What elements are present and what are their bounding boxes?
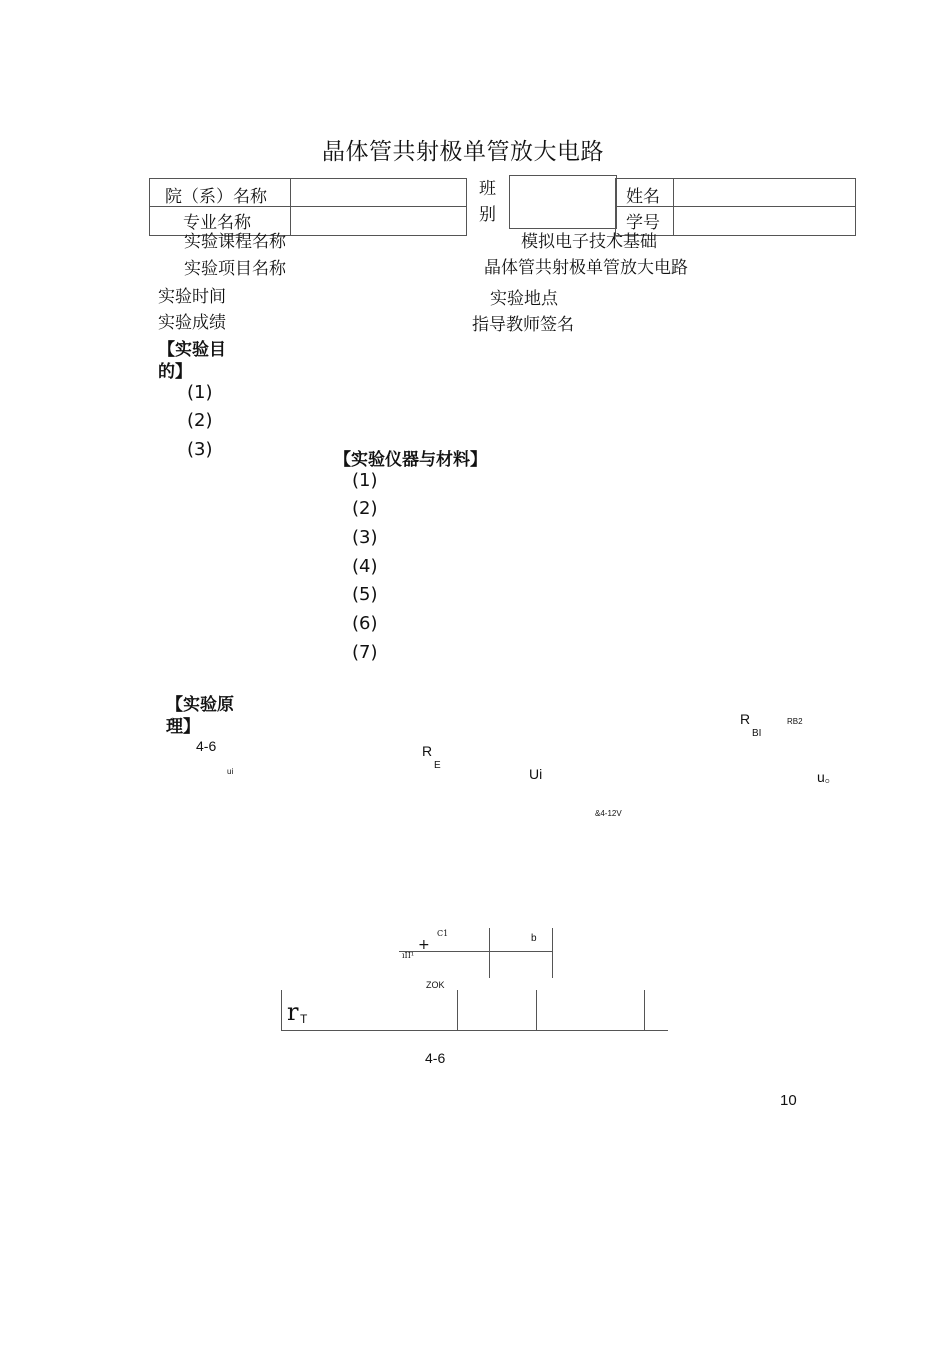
teacher-label: 指导教师签名 [472, 315, 574, 335]
instrument-item-5: (5) [352, 584, 378, 605]
circuit-frame-v3 [644, 990, 645, 1030]
instrument-item-1: (1) [352, 470, 378, 491]
rb1-label: R [740, 711, 751, 727]
circuit-frame-v1 [457, 990, 458, 1030]
re-subscript: E [434, 760, 441, 771]
circuit-wire-v1 [489, 928, 490, 978]
instrument-item-2: (2) [352, 498, 378, 519]
class-label-2: 别 [479, 205, 496, 225]
major-value-cell[interactable] [290, 206, 467, 236]
purpose-heading-2: 的】 [158, 362, 192, 382]
ii-label: ıII¹ [402, 951, 415, 960]
circuit-frame-v2 [536, 990, 537, 1030]
circuit-wire-input [399, 951, 553, 952]
time-label: 实验时间 [158, 287, 226, 307]
supply-label: &4-12V [595, 809, 622, 818]
course-value: 模拟电子技术基础 [521, 232, 657, 252]
principle-heading-2: 理】 [166, 717, 200, 737]
rt-label: r [287, 998, 299, 1026]
ui-small: ui [227, 767, 234, 776]
purpose-item-2: (2) [187, 410, 213, 431]
id-value-cell[interactable] [673, 206, 856, 236]
name-label: 姓名 [626, 187, 660, 207]
page-number: 10 [780, 1092, 797, 1109]
instruments-heading: 【实验仪器与材料】 [334, 450, 487, 470]
instrument-item-6: (6) [352, 613, 378, 634]
rt-subscript: T [300, 1012, 308, 1026]
instrument-item-3: (3) [352, 527, 378, 548]
capacitor-plus-icon: + [418, 937, 430, 953]
instrument-item-4: (4) [352, 556, 378, 577]
purpose-item-3: (3) [187, 439, 213, 460]
class-value-cell[interactable] [509, 175, 617, 229]
page-title: 晶体管共射极单管放大电路 [322, 139, 604, 165]
dept-value-cell[interactable] [290, 178, 467, 206]
c1-label: C1 [437, 929, 449, 938]
project-value: 晶体管共射极单管放大电路 [484, 258, 688, 278]
class-label-1: 班 [479, 179, 496, 199]
dept-label: 院（系）名称 [165, 187, 267, 207]
circuit-wire-v2 [552, 928, 553, 978]
rb2-label: RB2 [787, 717, 803, 726]
circuit-frame-left [281, 990, 282, 1030]
score-label: 实验成绩 [158, 313, 226, 333]
ui-label: Ui [529, 766, 543, 782]
fig-caption: 4-6 [425, 1050, 446, 1066]
uo-label: u。 [817, 769, 839, 785]
fig-ref: 4-6 [196, 738, 217, 754]
rb1-subscript: BI [752, 728, 762, 739]
re-label: R [422, 743, 433, 759]
name-value-cell[interactable] [673, 178, 856, 206]
instrument-item-7: (7) [352, 642, 378, 663]
course-label: 实验课程名称 [184, 232, 286, 252]
major-label: 专业名称 [183, 213, 251, 233]
place-label: 实验地点 [490, 289, 558, 309]
purpose-heading-1: 【实验目 [158, 340, 226, 360]
zok-label: ZOK [426, 980, 445, 990]
circuit-frame-bottom [281, 1030, 668, 1031]
principle-heading-1: 【实验原 [166, 695, 234, 715]
purpose-item-1: (1) [187, 382, 213, 403]
project-label: 实验项目名称 [184, 259, 286, 279]
id-label: 学号 [626, 213, 660, 233]
b-label: b [531, 933, 537, 944]
